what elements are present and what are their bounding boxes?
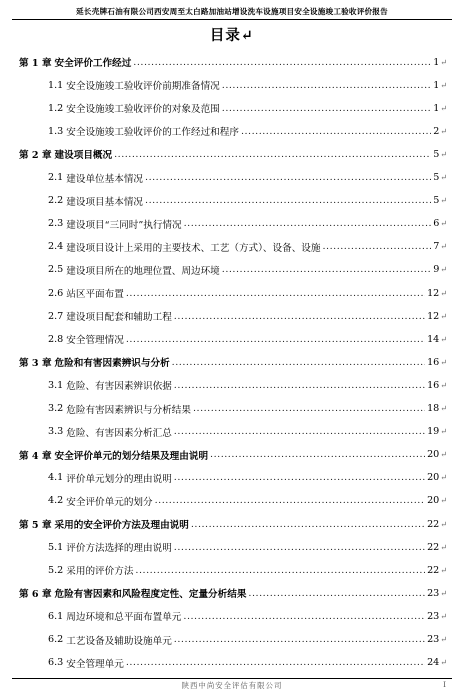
toc-entry-number: 第 1 章 [19,58,52,69]
toc-entry-page-number: 9 [433,264,440,276]
paragraph-mark-icon: ↵ [440,380,447,390]
toc-entry-page [433,149,447,160]
paragraph-mark-icon: ↵ [440,450,447,460]
toc-leader-dots [114,149,431,160]
toc-entry[interactable] [0,78,464,92]
paragraph-mark-icon: ↵ [440,219,447,229]
paragraph-mark-icon: ↵ [440,658,447,668]
toc-leader-dots [210,449,425,460]
paragraph-mark-icon: ↵ [440,80,447,90]
toc-entry-number: 6.1 [48,610,64,622]
toc-entry-page [433,80,447,91]
paragraph-mark-icon: ↵ [440,611,447,621]
toc-leader-dots [126,334,425,345]
toc-entry-title: 安全设施竣工验收评价前期准备情况 [66,81,220,93]
toc-leader-dots [193,403,425,414]
toc-entry-title: 站区平面布置 [66,289,124,300]
paragraph-mark-icon: ↵ [440,57,447,67]
toc-entry-number: 2.2 [48,195,64,207]
toc-entry-page-number: 1 [433,102,440,114]
toc-leader-dots [174,472,425,483]
running-footer: 陕西中尚安全评估有限公司 [181,681,283,690]
paragraph-mark-icon: ↵ [440,565,447,575]
toc-entry-number: 2.6 [48,287,64,299]
toc-entry-page [427,403,447,414]
toc-entry-title: 建设项目所在的地理位置、周边环境 [66,265,220,277]
toc-entry-page [427,472,447,483]
paragraph-mark-icon: ↵ [440,173,447,182]
toc-entry-number: 3.2 [48,403,64,414]
toc-entry-page [427,426,447,437]
toc-entry-number: 4.1 [48,472,64,484]
toc-entry[interactable] [0,309,464,323]
toc-leader-dots [145,172,431,183]
toc-entry-title: 建设项目基本情况 [66,196,144,208]
toc-entry-page [427,588,447,599]
toc-entry-page [427,357,447,368]
toc-entry-title: 采用的评价方法 [66,566,134,578]
toc-entry[interactable] [0,402,464,416]
toc-entry[interactable] [0,263,464,277]
toc-entry-title: 安全评价单元的划分 [66,496,153,508]
toc-entry-number: 4.2 [48,495,64,507]
paragraph-mark-icon: ↵ [440,311,447,321]
toc-entry-page [433,126,447,137]
toc-entry-page-number: 6 [433,218,440,230]
toc-entry-title: 危险、有害因素辨识依据 [66,381,172,393]
toc-entry-page [427,495,447,506]
toc-entry-number: 3.1 [48,379,64,391]
toc-entry-page [433,264,447,275]
toc-entry-page-number: 14 [427,333,440,345]
paragraph-mark-icon: ↵ [440,265,447,275]
toc-entry[interactable] [0,55,464,69]
toc-entry[interactable] [0,286,464,300]
toc-entry-title: 危险有害因素和风险程度定性、定量分析结果 [54,589,247,601]
toc-entry-page-number: 19 [427,426,440,438]
toc-entry-title: 安全设施竣工验收评价的工作经过和程序 [66,127,239,139]
paragraph-mark-icon: ↵ [440,427,447,437]
toc-entry-page [427,334,447,345]
toc-entry-title: 危险有害因素辨识与分析结果 [66,404,191,416]
toc-entry[interactable] [0,378,464,392]
toc-leader-dots [184,218,432,229]
toc-entry-page-number: 20 [427,449,440,461]
paragraph-mark-icon: ↵ [440,196,447,206]
toc-entry-number: 6.3 [48,657,64,669]
toc-entry-number: 1.1 [48,79,64,91]
paragraph-mark-icon: ↵ [440,542,447,552]
toc-entry-title: 建设项目概况 [54,150,113,162]
toc-entry-number: 1.2 [48,102,64,114]
toc-leader-dots [174,542,425,553]
toc-leader-dots [222,80,431,91]
toc-entry[interactable] [0,656,464,670]
toc-title-text: 目录 [209,27,241,44]
paragraph-mark-icon: ↵ [440,496,447,506]
toc-entry-page-number: 22 [427,518,440,530]
toc-entry-page [427,542,447,553]
toc-entry[interactable] [0,194,464,208]
toc-entry-page-number: 7 [433,241,440,253]
footer-page-number: I [443,680,446,689]
toc-entry-page-number: 12 [427,310,440,322]
toc-entry-title: 安全设施竣工验收评价的对象及范围 [66,104,220,116]
toc-leader-dots [183,611,425,622]
toc-entry-page [433,241,447,252]
toc-leader-dots [174,634,425,645]
toc-entry[interactable] [0,563,464,577]
toc-title [0,24,464,45]
toc-entry[interactable] [0,471,464,485]
toc-entry-page-number: 16 [427,379,440,391]
toc-entry-number: 2.1 [48,172,64,183]
paragraph-mark-icon: ↵ [440,357,447,367]
toc-entry-page [433,218,447,229]
toc-entry-page-number: 18 [427,403,440,414]
toc-entry-title: 建设项目设计上采用的主要技术、工艺（方式）、设备、设施 [66,242,321,254]
toc-entry[interactable] [0,540,464,554]
toc-entry-page-number: 12 [427,287,440,299]
toc-entry-number: 第 2 章 [19,150,52,162]
toc-entry-page-number: 5 [433,195,440,207]
toc-entry-page-number: 22 [427,541,440,553]
toc-entry-page [427,380,447,391]
toc-entry-title: 评价单元划分的理由说明 [66,473,172,485]
paragraph-mark-icon: ↵ [440,588,447,598]
paragraph-mark-icon: ↵ [440,149,447,159]
paragraph-mark-icon: ↵ [440,635,447,644]
toc-leader-dots [174,426,425,437]
footer-rule [12,678,452,679]
toc-entry-number: 2.7 [48,310,64,322]
toc-entry-number: 2.8 [48,333,64,345]
toc-leader-dots [191,519,425,530]
toc-leader-dots [174,380,425,391]
toc-entry-number: 6.2 [48,634,64,645]
toc-entry-number: 第 6 章 [19,589,52,601]
toc-entry-page-number: 20 [427,472,440,484]
paragraph-mark-icon: ↵ [440,288,447,298]
toc-entry-number: 第 3 章 [19,358,52,370]
toc-entry-page-number: 22 [427,564,440,576]
toc-entry[interactable] [0,633,464,647]
toc-leader-dots [222,103,431,114]
toc-entry-number: 第 4 章 [19,450,52,462]
toc-entry-page-number: 23 [427,634,440,645]
toc-entry-title: 建设单位基本情况 [66,173,144,185]
toc-entry-page [427,519,447,530]
toc-entry-title: 安全评价单元的划分结果及理由说明 [54,450,209,462]
toc-entry-number: 第 5 章 [19,520,52,531]
toc-leader-dots [248,588,425,599]
toc-entry[interactable] [0,425,464,439]
toc-entry[interactable] [0,101,464,115]
toc-leader-dots [172,357,425,368]
paragraph-mark-icon: ↵ [440,242,447,252]
paragraph-mark-icon: ↵ [440,334,447,344]
toc-entry-title: 建设项目配套和辅助工程 [66,312,172,324]
toc-entry-title: 建设项目“三同时”执行情况 [66,219,182,231]
toc-entry[interactable] [0,448,464,462]
toc-entry-page [427,288,447,299]
toc-leader-dots [155,495,425,506]
toc-entry-number: 2.5 [48,264,64,276]
toc-leader-dots [222,264,431,275]
toc-entry[interactable] [0,586,464,600]
toc-entry-page-number: 1 [433,56,440,68]
toc-entry[interactable] [0,147,464,161]
toc-entry-number: 1.3 [48,125,64,137]
toc-entry-title: 危险、有害因素分析汇总 [66,427,172,439]
toc-entry[interactable] [0,355,464,369]
toc-entry-page-number: 1 [433,79,440,91]
toc-entry[interactable] [0,494,464,508]
toc-entry-page-number: 23 [427,587,440,599]
paragraph-mark-icon: ↵ [440,126,447,136]
toc-entry-page [427,611,447,622]
toc-entry-number: 5.1 [48,541,64,553]
toc-entry-title: 工艺设备及辅助设施单元 [66,635,172,647]
toc-entry-page-number: 23 [427,610,440,622]
toc-entry-page-number: 24 [427,657,440,669]
toc-entry-number: 2.3 [48,218,64,230]
toc-entry-page-number: 20 [427,495,440,507]
toc-entry-page [427,449,447,460]
toc-entry-page-number: 5 [433,172,440,183]
header-rule [12,19,452,20]
toc-entry-title: 评价方法选择的理由说明 [66,543,172,555]
toc-entry[interactable] [0,517,464,531]
toc-entry-title: 危险和有害因素辨识与分析 [54,358,170,370]
toc-leader-dots [145,195,431,206]
toc-entry-page [433,172,447,183]
toc-entry[interactable] [0,171,464,185]
toc-entry-title: 安全管理单元 [66,658,124,670]
paragraph-mark-icon: ↵ [440,473,447,483]
paragraph-mark-icon: ↵ [440,519,447,529]
toc-entry[interactable] [0,240,464,254]
toc-leader-dots [241,126,431,137]
toc-entry[interactable] [0,609,464,623]
toc-entry-page-number: 16 [427,356,440,368]
toc-entry-page [433,103,447,114]
toc-entry-page [433,57,447,68]
toc-leader-dots [126,657,425,668]
toc-entry-page [427,565,447,576]
toc-entry[interactable] [0,332,464,346]
paragraph-mark-icon: ↵ [440,404,447,413]
toc-entry-title: 周边环境和总平面布置单元 [66,612,182,624]
toc-entry-page [427,657,447,668]
paragraph-mark-icon: ↵ [240,27,255,44]
toc-leader-dots [174,311,425,322]
toc-entry-page-number: 2 [433,125,440,137]
toc-entry-title: 安全评价工作经过 [54,58,132,69]
toc-leader-dots [323,241,432,252]
toc-entry-page-number: 5 [433,148,440,160]
toc-entry-page [427,634,447,645]
toc-entry-page [433,195,447,206]
toc-leader-dots [135,565,425,576]
paragraph-mark-icon: ↵ [440,103,447,113]
toc-entry[interactable] [0,124,464,138]
toc-leader-dots [126,288,425,299]
toc-entry-title: 采用的安全评价方法及理由说明 [54,520,189,531]
toc-entry-number: 2.4 [48,241,64,253]
toc-entry-number: 5.2 [48,564,64,576]
toc-leader-dots [133,57,431,68]
toc-entry-title: 安全管理情况 [66,335,124,347]
toc-entry-number: 3.3 [48,426,64,438]
toc-entry[interactable] [0,217,464,231]
running-header: 延长壳牌石油有限公司西安周至太白路加油站增设洗车设施项目安全设施竣工验收评价报告 [76,7,388,16]
toc-entry-page [427,311,447,322]
